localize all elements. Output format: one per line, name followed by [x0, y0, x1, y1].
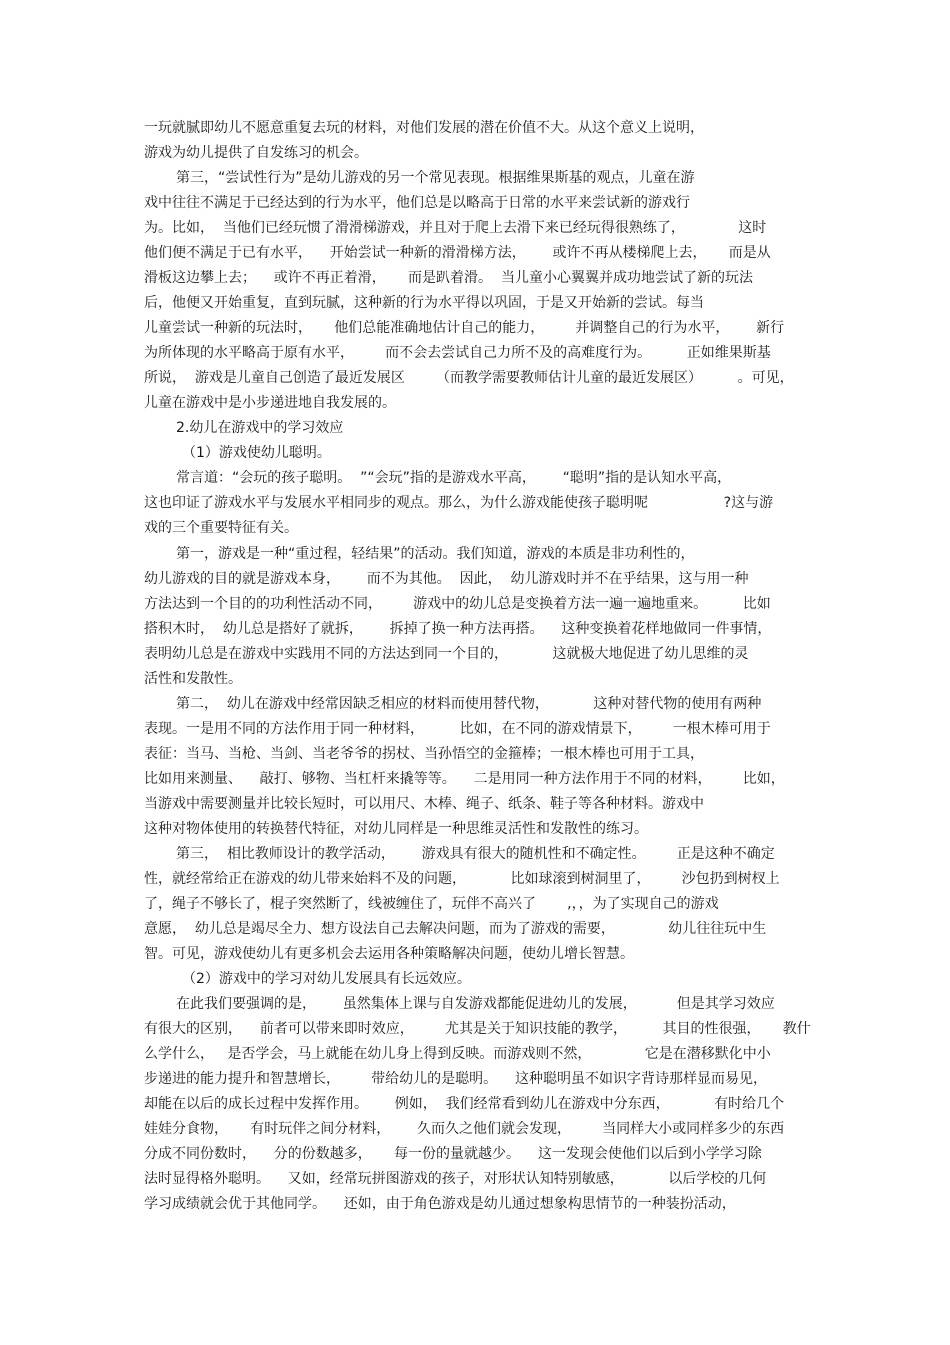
text-line: 表明幼儿总是在游戏中实践用不同的方法达到同一个目的， 这就极大地促进了幼儿思维的灵 [144, 646, 749, 662]
text-line: 幼儿游戏的目的就是游戏本身， 而不为其他。 因此， 幼儿游戏时并不在乎结果，这与用一种 [144, 571, 749, 587]
text-line: 儿童尝试一种新的玩法时， 他们总能准确地估计自己的能力， 并调整自己的行为水平， 新行 [144, 320, 785, 336]
text-line: 这种对物体使用的转换替代特征，对幼儿同样是一种思维灵活性和发散性的练习。 [144, 821, 648, 837]
text-line: 有很大的区别， 前者可以带来即时效应， 尤其是关于知识技能的教学， 其目的性很强， 教什 [144, 1021, 811, 1037]
text-line: 儿童在游戏中是小步递进地自我发展的。 [144, 395, 396, 411]
text-line: 滑板这边攀上去； 或许不再正着滑， 而是趴着滑。 当儿童小心翼翼并成功地尝试了新的玩法 [144, 270, 753, 286]
text-line: 戏中往往不满足于已经达到的行为水平，他们总是以略高于日常的水平来尝试新的游戏行 [144, 195, 690, 211]
paragraph-first-line: 第一，游戏是一种“重过程，轻结果”的活动。我们知道，游戏的本质是非功利性的， [176, 546, 695, 562]
subsection-heading: （2）游戏中的学习对幼儿发展具有长远效应。 [182, 971, 471, 987]
text-line: 他们便不满足于已有水平， 开始尝试一种新的滑滑梯方法， 或许不再从楼梯爬上去， 而是从 [144, 245, 771, 261]
paragraph-first-line: 第二， 幼儿在游戏中经常因缺乏相应的材料而使用替代物， 这种对替代物的使用有两种 [176, 696, 762, 712]
paragraph-first-line: 在此我们要强调的是， 虽然集体上课与自发游戏都能促进幼儿的发展， 但是其学习效应 [176, 996, 775, 1012]
text-line: 游戏为幼儿提供了自发练习的机会。 [144, 145, 368, 161]
text-line: 当游戏中需要测量并比较长短时，可以用尺、木棒、绳子、纸条、鞋子等各种材料。游戏中 [144, 796, 704, 812]
paragraph-first-line: 第三， 相比教师设计的教学活动， 游戏具有很大的随机性和不确定性。 正是这种不确定 [176, 846, 775, 862]
text-line: 法时显得格外聪明。 又如，经常玩拼图游戏的孩子，对形状认知特别敏感， 以后学校的几何 [144, 1171, 767, 1187]
text-line: 为。比如， 当他们已经玩惯了滑滑梯游戏，并且对于爬上去滑下来已经玩得很熟练了， 这时 [144, 220, 767, 236]
text-line: 步递进的能力提升和智慧增长， 带给幼儿的是聪明。 这种聪明虽不如识字背诗那样显而易见， [144, 1071, 767, 1087]
text-line: 么学什么， 是否学会，马上就能在幼儿身上得到反映。而游戏则不然， 它是在潜移默化中小 [144, 1046, 771, 1062]
paragraph-first-line: 第三，“尝试性行为”是幼儿游戏的另一个常见表现。根据维果斯基的观点，儿童在游 [176, 170, 695, 186]
text-line: 表现。一是用不同的方法作用于同一种材料， 比如，在不同的游戏情景下， 一根木棒可用于 [144, 721, 771, 737]
subsection-heading: （1）游戏使幼儿聪明。 [182, 445, 331, 461]
text-line: 后，他便又开始重复，直到玩腻，这种新的行为水平得以巩固，于是又开始新的尝试。每当 [144, 295, 704, 311]
text-line: 所说， 游戏是儿童自己创造了最近发展区 （而教学需要教师估计儿童的最近发展区） 。可见， [144, 370, 794, 386]
text-line: 学习成绩就会优于其他同学。 还如，由于角色游戏是幼儿通过想象构思情节的一种装扮活动， [144, 1196, 736, 1212]
text-line: 却能在以后的成长过程中发挥作用。 例如， 我们经常看到幼儿在游戏中分东西， 有时给几个 [144, 1096, 785, 1112]
text-line: 意愿， 幼儿总是竭尽全力、想方设法自己去解决问题，而为了游戏的需要， 幼儿往往玩中生 [144, 921, 767, 937]
text-line: 智。可见，游戏使幼儿有更多机会去运用各种策略解决问题，使幼儿增长智慧。 [144, 946, 634, 962]
text-line: 戏的三个重要特征有关。 [144, 520, 298, 536]
text-line: 方法达到一个目的的功利性活动不同， 游戏中的幼儿总是变换着方法一遍一遍地重来。 比如 [144, 596, 771, 612]
text-line: 性，就经常给正在游戏的幼儿带来始料不及的问题， 比如球滚到树洞里了， 沙包扔到树杈上 [144, 871, 780, 887]
text-line: 一玩就腻即幼儿不愿意重复去玩的材料，对他们发展的潜在价值不大。从这个意义上说明， [144, 120, 704, 136]
text-line: 了，绳子不够长了，棍子突然断了，线被缠住了，玩伴不高兴了 ,，，为了实现自己的游戏 [144, 896, 719, 912]
paragraph-first-line: 常言道：“会玩的孩子聪明。 ”“会玩”指的是游戏水平高， “聪明”指的是认知水平高， [176, 470, 732, 486]
text-line: 娃娃分食物， 有时玩伴之间分材料， 久而久之他们就会发现， 当同样大小或同样多少的东西 [144, 1121, 785, 1137]
text-line: 表征：当马、当枪、当剑、当老爷爷的拐杖、当孙悟空的金箍棒；一根木棒也可用于工具， [144, 746, 704, 762]
text-line: 分成不同份数时， 分的份数越多， 每一份的量就越少。 这一发现会使他们以后到小学学习除 [144, 1146, 762, 1162]
text-line: 比如用来测量、 敲打、够物、当杠杆来撬等等。 二是用同一种方法作用于不同的材料， 比如， [144, 771, 785, 787]
text-line: 这也印证了游戏水平与发展水平相同步的观点。那么，为什么游戏能使孩子聪明呢 ?这与游 [144, 495, 774, 511]
section-heading: 2.幼儿在游戏中的学习效应 [176, 420, 344, 436]
text-line: 为所体现的水平略高于原有水平， 而不会去尝试自己力所不及的高难度行为。 正如维果斯基 [144, 345, 771, 361]
text-line: 搭积木时， 幼儿总是搭好了就拆， 拆掉了换一种方法再搭。 这种变换着花样地做同一件事情， [144, 621, 772, 637]
text-line: 活性和发散性。 [144, 671, 242, 687]
